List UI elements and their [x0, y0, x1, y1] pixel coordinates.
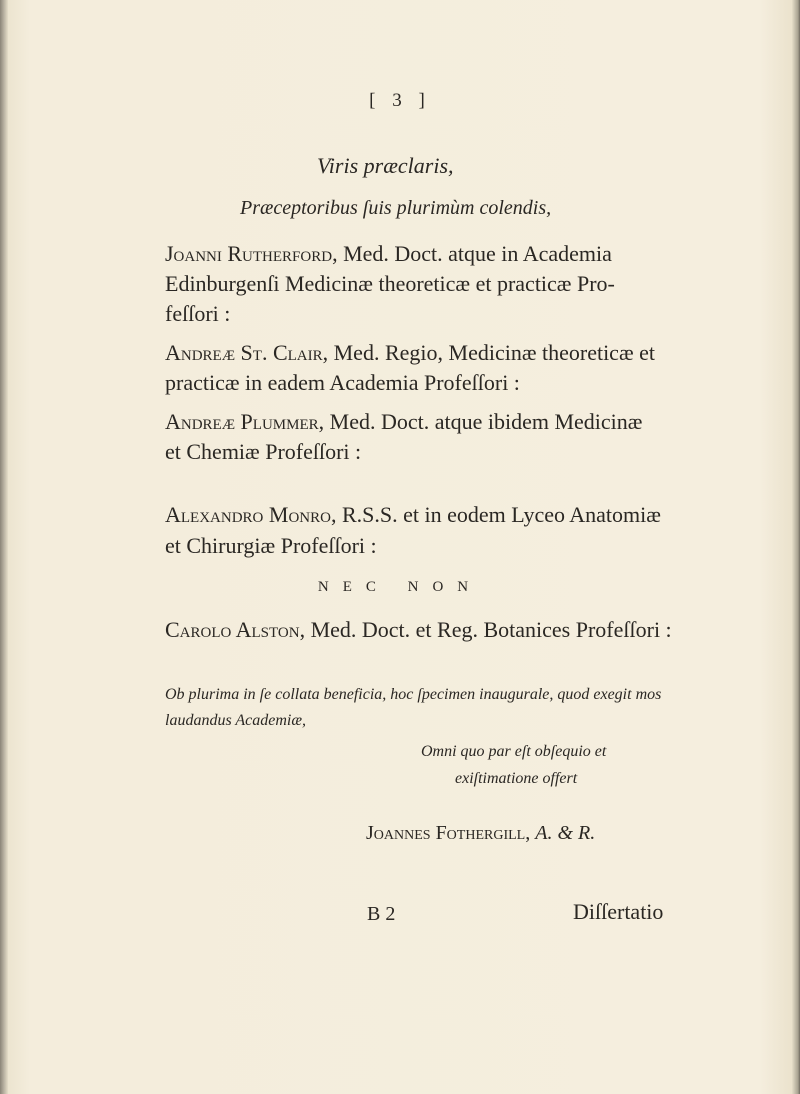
- entry-stclair-line-2: practicæ in eadem Academia Profeſſori :: [165, 370, 520, 395]
- dedication-line-4: exiſtimatione offert: [455, 770, 578, 787]
- nec-non: NEC NON: [317, 579, 483, 595]
- entry-plummer-line-2: et Chemiæ Profeſſori :: [165, 439, 362, 464]
- entry-text: Med. Doct. et Reg. Botanices Profeſſori :: [310, 617, 672, 642]
- entry-monro-line-2: et Chirurgiæ Profeſſori :: [165, 533, 377, 558]
- page-left-edge: [0, 0, 8, 1094]
- entry-text: R.S.S. et in eodem Lyceo Anatomiæ: [341, 502, 661, 527]
- heading-praeceptoribus: Præceptoribus ſuis plurimùm colendis,: [240, 197, 552, 219]
- dedication-line-2: laudandus Academiæ,: [165, 712, 307, 729]
- heading-viris: Viris præclaris,: [317, 153, 454, 178]
- dedication-line-3: Omni quo par eſt obſequio et: [421, 743, 607, 760]
- entry-text: Med. Doct. atque in Academia: [343, 241, 612, 266]
- signature-name: Joannes Fothergill,: [366, 822, 531, 844]
- entry-stclair-line-1: [165, 340, 655, 366]
- entry-rutherford-line-3: feſſori :: [165, 301, 231, 326]
- entry-rutherford-line-2: Edinburgenſi Medicinæ theoreticæ et practicæ Pro-: [165, 271, 615, 296]
- entry-name: Joanni Rutherford,: [165, 241, 338, 266]
- signature-degree: A. & R.: [535, 822, 596, 844]
- entry-name: Alexandro Monro,: [165, 502, 337, 527]
- entry-text: Med. Regio, Medicinæ theoreticæ et: [333, 340, 655, 365]
- entry-alston-line-1: [165, 617, 672, 643]
- entry-plummer-line-1: [165, 409, 642, 435]
- signature-mark: B 2: [367, 903, 396, 925]
- dedication-line-1: Ob plurima in ſe collata beneficia, hoc ſpecimen inaugurale, quod exegit mos: [165, 686, 662, 703]
- entry-name: Carolo Alston,: [165, 617, 306, 642]
- entry-monro-line-1: [165, 502, 661, 528]
- entry-rutherford-line-1: [165, 241, 612, 267]
- catchword: Diſſertatio: [573, 899, 664, 924]
- entry-name: Andreæ Plummer,: [165, 409, 325, 434]
- entry-text: Med. Doct. atque ibidem Medicinæ: [329, 409, 643, 434]
- page-number: [ 3 ]: [369, 90, 431, 111]
- signature: [366, 822, 595, 845]
- page-right-edge: [792, 0, 800, 1094]
- entry-name: Andreæ St. Clair,: [165, 340, 329, 365]
